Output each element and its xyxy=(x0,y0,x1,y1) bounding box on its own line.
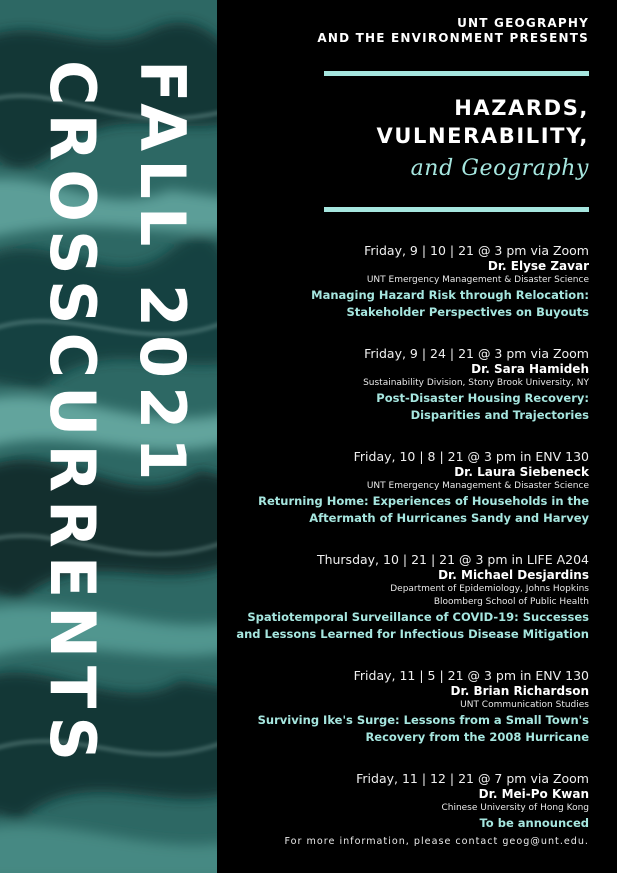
event-speaker: Dr. Brian Richardson xyxy=(450,684,589,698)
event-speaker: Dr. Laura Siebeneck xyxy=(454,465,589,479)
vertical-title xyxy=(0,0,217,873)
event-affiliation: Department of Epidemiology, Johns Hopkins xyxy=(390,584,589,594)
headline-line-1: HAZARDS, xyxy=(454,96,589,120)
event-talk-title: Aftermath of Hurricanes Sandy and Harvey xyxy=(309,511,589,525)
event-talk-title: Disparities and Trajectories xyxy=(410,408,589,422)
event-item xyxy=(209,667,589,746)
event-talk-title: Post-Disaster Housing Recovery: xyxy=(376,391,589,405)
event-item xyxy=(209,345,589,424)
event-list xyxy=(209,242,589,832)
event-affiliation: UNT Emergency Management & Disaster Science xyxy=(366,275,589,285)
organizer xyxy=(317,16,589,46)
event-datetime: Friday, 11 | 5 | 21 @ 3 pm in ENV 130 xyxy=(353,668,589,683)
organizer-line-2: AND THE ENVIRONMENT PRESENTS xyxy=(317,31,589,45)
event-datetime: Friday, 10 | 8 | 21 @ 3 pm in ENV 130 xyxy=(353,449,589,464)
event-talk-title: Stakeholder Perspectives on Buyouts xyxy=(346,305,589,319)
event-speaker: Dr. Mei-Po Kwan xyxy=(478,787,589,801)
event-speaker: Dr. Michael Desjardins xyxy=(438,568,589,582)
event-affiliation: UNT Communication Studies xyxy=(460,700,589,710)
headline-line-2: VULNERABILITY, xyxy=(376,124,589,148)
event-item xyxy=(209,242,589,321)
divider-bottom xyxy=(324,207,589,212)
event-talk-title: Recovery from the 2008 Hurricane xyxy=(365,730,589,744)
event-talk-title: To be announced xyxy=(479,816,589,830)
event-item xyxy=(209,551,589,643)
vertical-title-crosscurrents: CROSSCURRENTS xyxy=(36,60,109,769)
event-talk-title: Managing Hazard Risk through Relocation: xyxy=(311,288,589,302)
headline xyxy=(377,94,589,150)
organizer-line-1: UNT GEOGRAPHY xyxy=(457,16,589,30)
event-talk-title: and Lessons Learned for Infectious Disease Mitigation xyxy=(236,627,589,641)
vertical-title-fall-2021: FALL 2021 xyxy=(126,60,199,489)
event-datetime: Friday, 9 | 10 | 21 @ 3 pm via Zoom xyxy=(364,243,589,258)
event-datetime: Friday, 11 | 12 | 21 @ 7 pm via Zoom xyxy=(356,771,589,786)
event-affiliation: Chinese University of Hong Kong xyxy=(441,803,589,813)
event-talk-title: Returning Home: Experiences of Households in the xyxy=(258,494,589,508)
event-item xyxy=(209,448,589,527)
event-datetime: Friday, 9 | 24 | 21 @ 3 pm via Zoom xyxy=(364,346,589,361)
event-item xyxy=(209,770,589,832)
event-speaker: Dr. Elyse Zavar xyxy=(487,259,589,273)
event-affiliation: Bloomberg School of Public Health xyxy=(433,597,589,607)
divider-top xyxy=(324,71,589,76)
event-affiliation: Sustainability Division, Stony Brook University, NY xyxy=(363,378,589,388)
headline-subtitle: and Geography xyxy=(410,156,589,181)
event-datetime: Thursday, 10 | 21 | 21 @ 3 pm in LIFE A204 xyxy=(316,552,589,567)
event-speaker: Dr. Sara Hamideh xyxy=(471,362,589,376)
event-talk-title: Spatiotemporal Surveillance of COVID-19: Successes xyxy=(247,610,589,624)
event-talk-title: Surviving Ike's Surge: Lessons from a Small Town's xyxy=(257,713,589,727)
contact-footer: For more information, please contact geog@unt.edu. xyxy=(284,836,589,847)
marble-panel xyxy=(0,0,217,873)
event-affiliation: UNT Emergency Management & Disaster Science xyxy=(366,481,589,491)
